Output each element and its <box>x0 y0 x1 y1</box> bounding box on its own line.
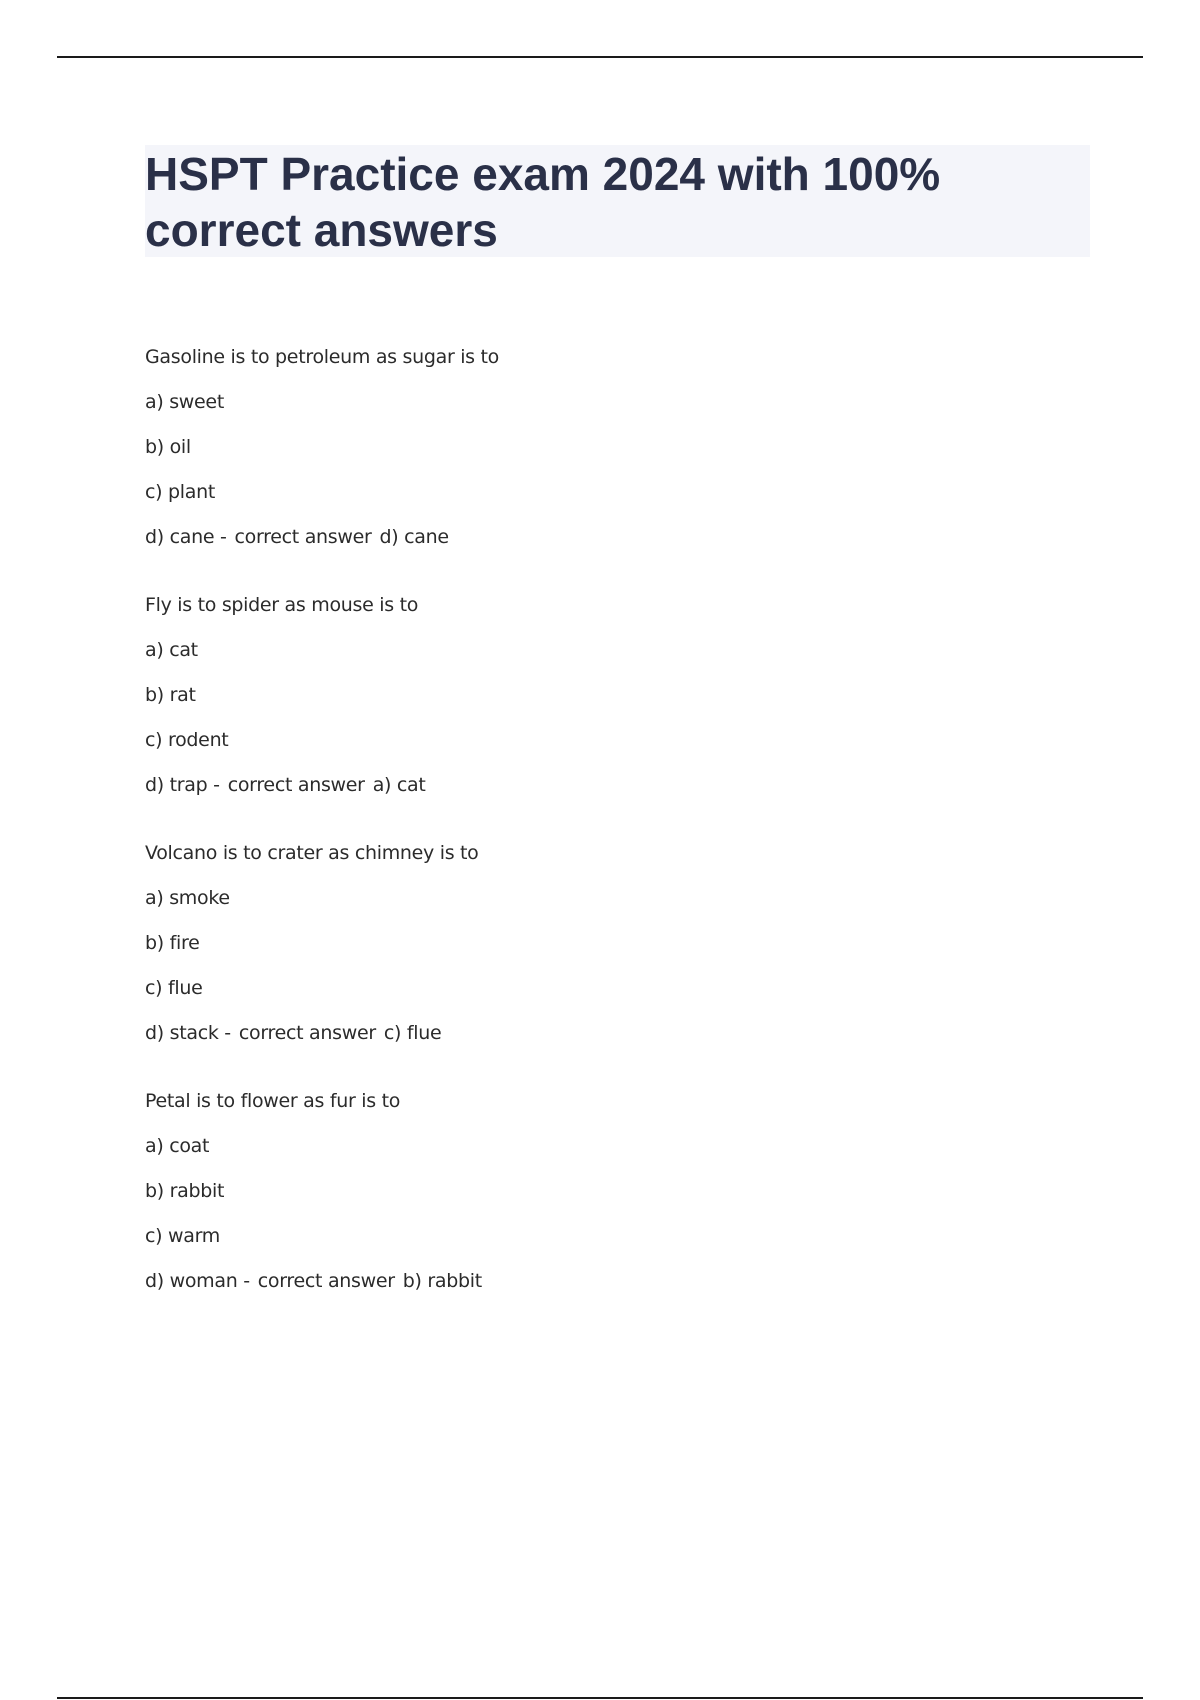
correct-answer: c) flue <box>383 1022 442 1044</box>
answer-option-with-correct-answer <box>145 1022 1095 1045</box>
answer-option: c) warm <box>145 1225 220 1247</box>
question-block <box>145 842 1095 1045</box>
correct-answer: b) rabbit <box>402 1270 482 1292</box>
header-divider <box>57 56 1143 58</box>
questions-list <box>145 346 1095 1338</box>
answer-option: a) sweet <box>145 391 224 413</box>
correct-answer: a) cat <box>372 774 426 796</box>
answer-option-with-correct-answer <box>145 526 1095 549</box>
footer-divider <box>57 1697 1143 1699</box>
answer-option: d) cane - <box>145 526 227 548</box>
answer-option: d) woman - <box>145 1270 250 1292</box>
answer-option: a) cat <box>145 639 198 661</box>
answer-option: b) rabbit <box>145 1180 225 1202</box>
correct-answer-label: correct answer <box>257 1270 395 1292</box>
answer-option: d) trap - <box>145 774 220 796</box>
question-block <box>145 594 1095 797</box>
document-title: HSPT Practice exam 2024 with 100% correct answers <box>145 148 941 256</box>
question-block <box>145 346 1095 549</box>
answer-option: d) stack - <box>145 1022 231 1044</box>
answer-option: b) oil <box>145 436 191 458</box>
question-text: Volcano is to crater as chimney is to <box>145 842 479 864</box>
question-block <box>145 1090 1095 1293</box>
answer-option: c) flue <box>145 977 203 999</box>
question-text: Fly is to spider as mouse is to <box>145 594 419 616</box>
question-text: Gasoline is to petroleum as sugar is to <box>145 346 499 368</box>
correct-answer-label: correct answer <box>227 774 365 796</box>
answer-option: a) smoke <box>145 887 230 909</box>
answer-option: a) coat <box>145 1135 210 1157</box>
answer-option: c) plant <box>145 481 215 503</box>
answer-option-with-correct-answer <box>145 774 1095 797</box>
answer-option: c) rodent <box>145 729 229 751</box>
title-banner <box>145 145 1090 257</box>
answer-option: b) rat <box>145 684 196 706</box>
question-text: Petal is to flower as fur is to <box>145 1090 401 1112</box>
correct-answer-label: correct answer <box>238 1022 376 1044</box>
correct-answer-label: correct answer <box>234 526 372 548</box>
correct-answer: d) cane <box>379 526 449 548</box>
answer-option: b) fire <box>145 932 200 954</box>
answer-option-with-correct-answer <box>145 1270 1095 1293</box>
